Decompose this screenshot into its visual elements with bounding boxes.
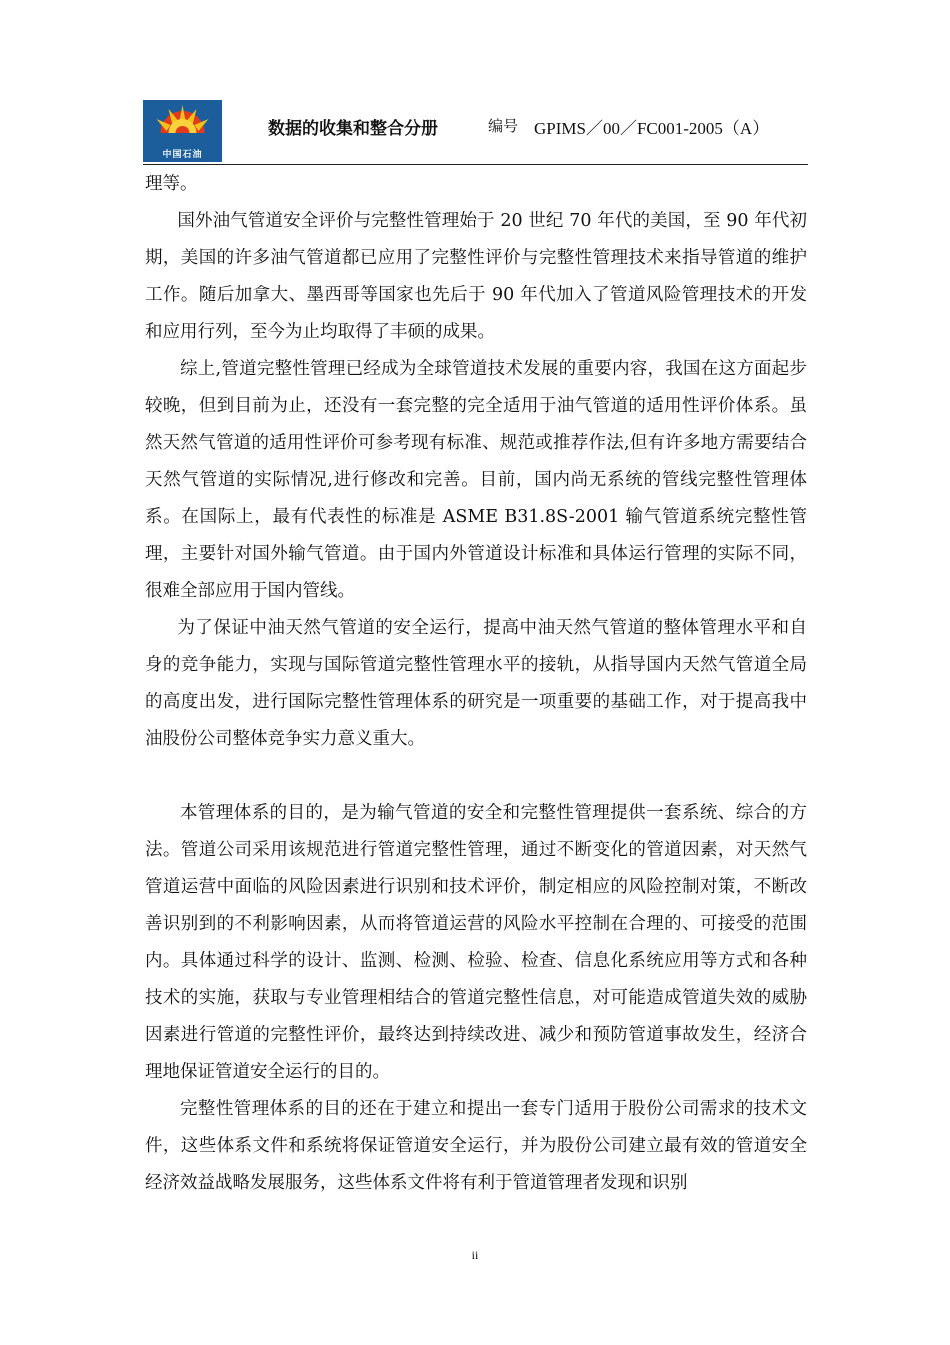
body-text <box>145 166 807 1202</box>
paragraph-goal: 完整性管理体系的目的还在于建立和提出一套专门适用于股份公司需求的技术文件，这些体系文件和系统将保证管道安全运行，并为股份公司建立最有效的管道安全经济效益战略发展服务，这些体系文件将有利于管道管理者发现和识别 <box>145 1099 807 1193</box>
paragraph-purpose: 本管理体系的目的，是为输气管道的安全和完整性管理提供一套系统、综合的方法。管道公司采用该规范进行管道完整性管理，通过不断变化的管道因素，对天然气管道运营中面临的风险因素进行识别和技术评价，制定相应的风险控制对策，不断改善识别到的不利影响因素，从而将管道运营的风险水平控制在合理的、可接受的范围内。具体通过科学的设计、监测、检测、检验、检查、信息化系统应用等方式和各种技术的实施，获取与专业管理相结合的管道完整性信息，对可能造成管道失效的威胁因素进行管道的完整性评价，最终达到持续改进、减少和预防管道事故发生，经济合理地保证管道安全运行的目的。 <box>145 803 807 1082</box>
logo-text: 中国石油 <box>162 150 203 160</box>
paragraph-history: 国外油气管道安全评价与完整性管理始于 20 世纪 70 年代的美国，至 90 年代初期，美国的许多油气管道都已应用了完整性评价与完整性管理技术来指导管道的维护工作。随后加拿大、墨西哥等国家也先后于 90 年代加入了管道风险管理技术的开发和应用行列，至今为止均取得了丰硕的成果。 <box>145 211 807 342</box>
logo-sun-icon <box>143 100 222 150</box>
petrochina-logo <box>143 100 222 162</box>
paragraph-significance: 为了保证中油天然气管道的安全运行，提高中油天然气管道的整体管理水平和自身的竞争能力，实现与国际管道完整性管理水平的接轨，从指导国内天然气管道全局的高度出发，进行国际完整性管理体系的研究是一项重要的基础工作，对于提高我中油股份公司整体竞争实力意义重大。 <box>145 618 807 749</box>
section-spacer <box>145 758 807 795</box>
document-code-label: 编号 <box>488 117 519 135</box>
paragraph-summary: 综上,管道完整性管理已经成为全球管道技术发展的重要内容，我国在这方面起步较晚，但到目前为止，还没有一套完整的完全适用于油气管道的适用性评价体系。虽然天然气管道的适用性评价可参考现有标准、规范或推荐作法,但有许多地方需要结合天然气管道的实际情况,进行修改和完善。目前，国内尚无系统的管线完整性管理体系。在国际上，最有代表性的标准是 ASME B31.8S-2001 输气管道系统完整性管理，主要针对国外输气管道。由于国内外管道设计标准和具体运行管理的实际不同，很难全部应用于国内管线。 <box>145 359 807 601</box>
document-title: 数据的收集和整合分册 <box>268 119 438 139</box>
page-number: ii <box>471 1248 479 1262</box>
document-code: GPIMS／00／FC001-2005（A） <box>534 119 770 138</box>
paragraph-continued: 理等。 <box>145 174 198 194</box>
page-header <box>143 100 808 164</box>
header-divider <box>143 164 808 165</box>
